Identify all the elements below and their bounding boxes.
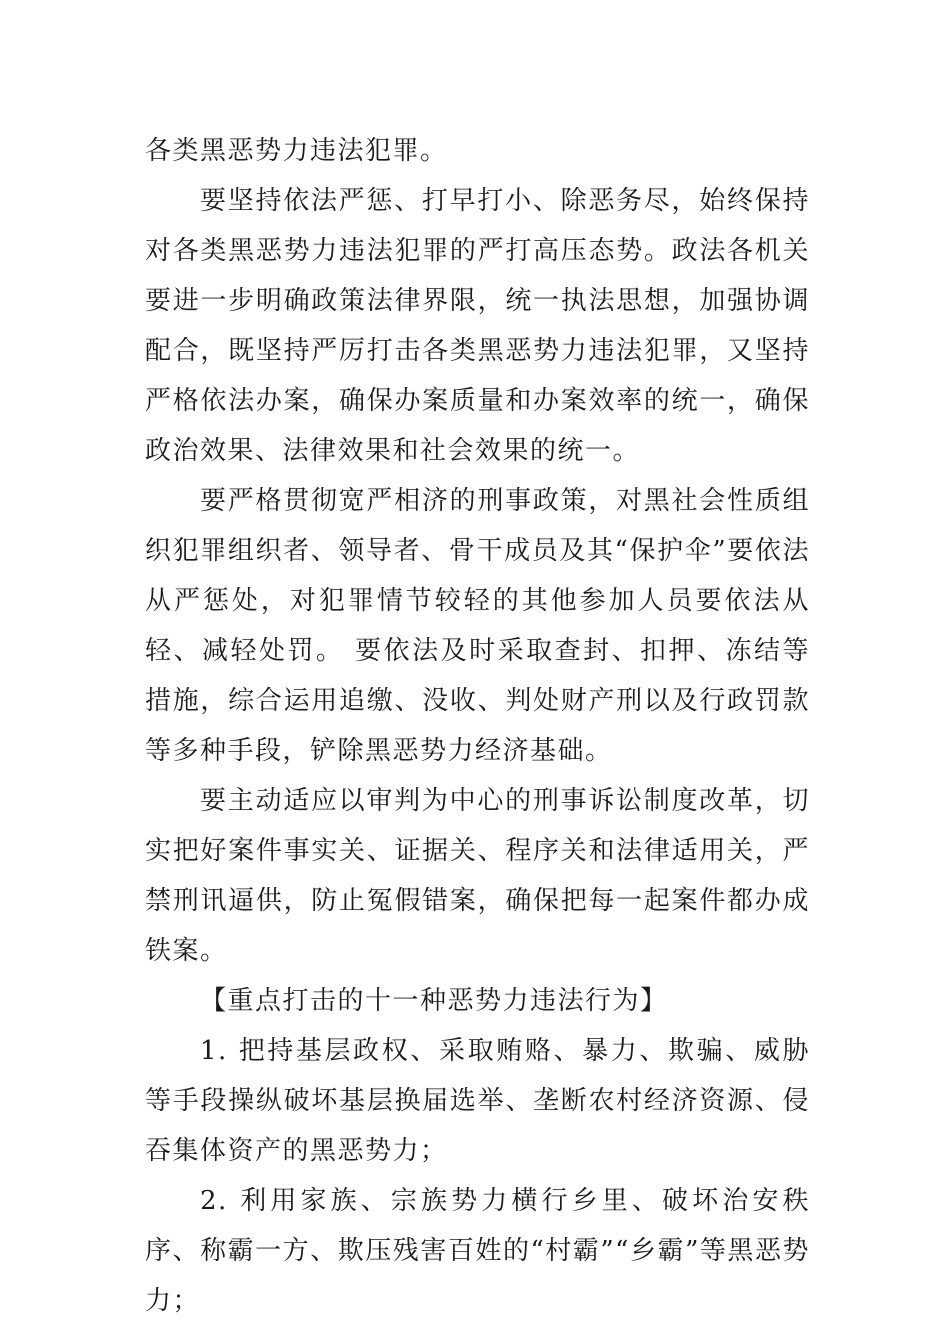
list-item-1: 1. 把持基层政权、采取贿赂、暴力、欺骗、威胁等手段操纵破坏基层换届选举、垄断农村经济资源、侵吞集体资产的黑恶势力； (145, 1036, 810, 1166)
paragraph-strict-punishment: 要坚持依法严惩、打早打小、除恶务尽，始终保持对各类黑恶势力违法犯罪的严打高压态势。政法各机关要进一步明确政策法律界限，统一执法思想，加强协调配合，既坚持严厉打击各类黑恶势力违法犯罪，又坚持严格依法办案，确保办案质量和办案效率的统一，确保政治效果、法律效果和社会效果的统一。 (145, 186, 810, 466)
list-item-2: 2. 利用家族、宗族势力横行乡里、破坏治安秩序、称霸一方、欺压残害百姓的“村霸”“乡霸”等黑恶势力； (145, 1186, 810, 1316)
paragraph-continuation: 各类黑恶势力违法犯罪。 (145, 136, 448, 166)
paragraph-trial-reform: 要主动适应以审判为中心的刑事诉讼制度改革，切实把好案件事实关、证据关、程序关和法律适用关，严禁刑讯逼供，防止冤假错案，确保把每一起案件都办成铁案。 (145, 786, 810, 966)
document-body (145, 126, 810, 1326)
paragraph-criminal-policy: 要严格贯彻宽严相济的刑事政策，对黑社会性质组织犯罪组织者、领导者、骨干成员及其“保护伞”要依法从严惩处，对犯罪情节较轻的其他参加人员要依法从轻、减轻处罚。 要依法及时采取查封、扣押、冻结等措施，综合运用追缴、没收、判处财产刑以及行政罚款等多种手段，铲除黑恶势力经济基础。 (145, 486, 810, 766)
section-heading: 【重点打击的十一种恶势力违法行为】 (200, 986, 668, 1016)
